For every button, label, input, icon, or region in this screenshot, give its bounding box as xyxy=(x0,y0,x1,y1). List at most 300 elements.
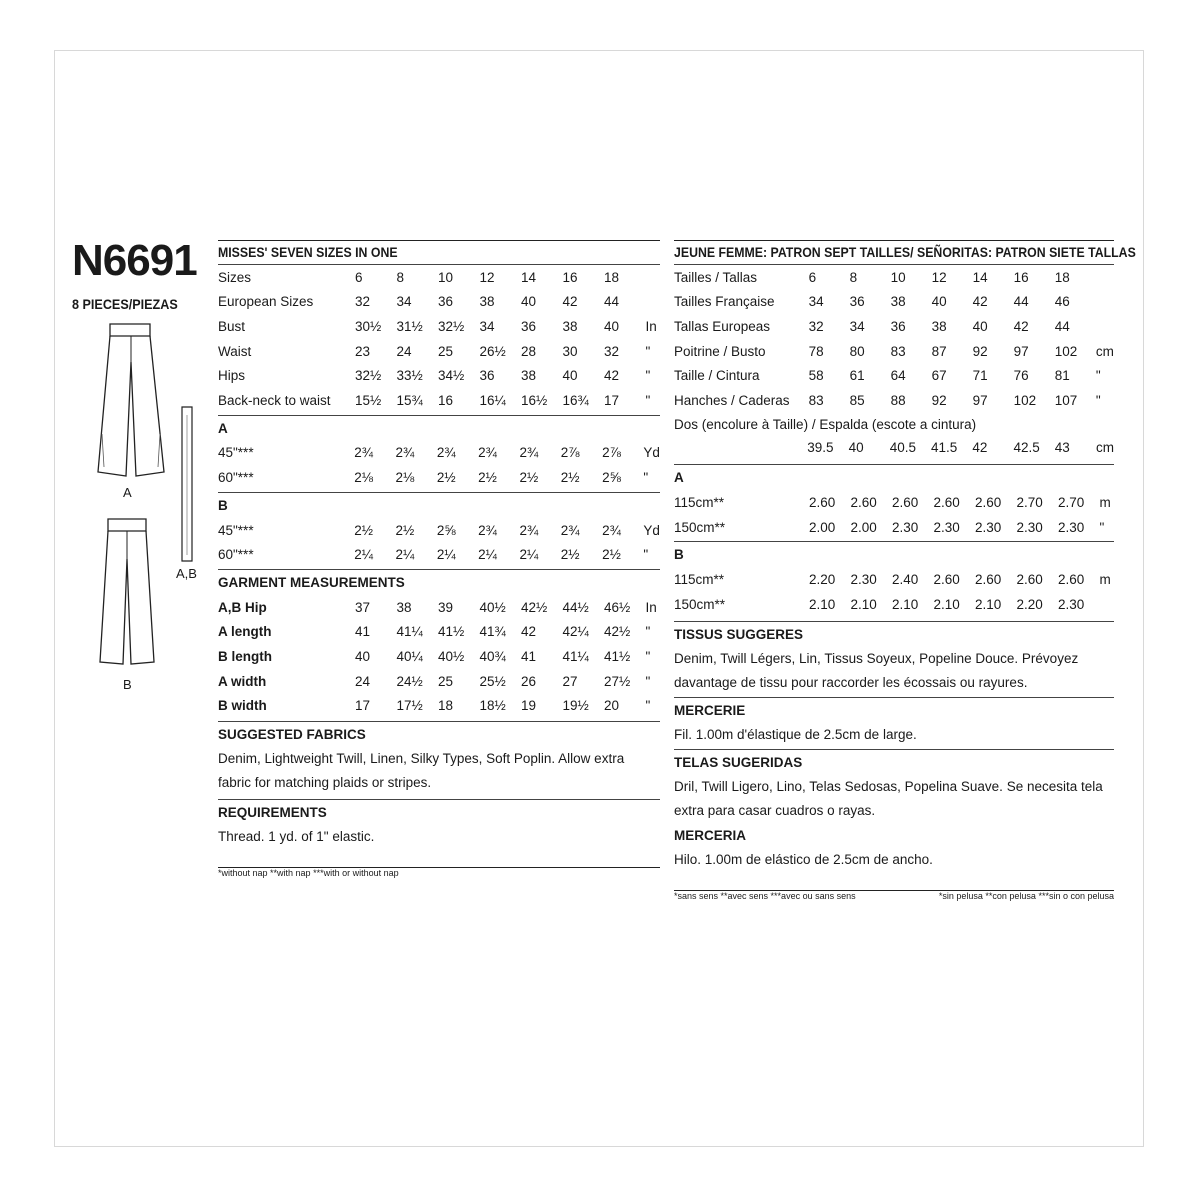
size-value: 42 xyxy=(1013,318,1029,334)
table-row xyxy=(674,314,1114,339)
size-value: 2.60 xyxy=(933,572,960,588)
size-value: 10 xyxy=(438,269,454,285)
size-value: 37 xyxy=(355,599,371,615)
size-value: 42 xyxy=(521,624,537,640)
size-value: 41¼ xyxy=(396,624,423,640)
size-value: 36 xyxy=(521,318,537,334)
size-value: 58 xyxy=(808,368,824,384)
dos-table xyxy=(674,436,1114,461)
unit: cm xyxy=(1095,440,1114,456)
size-value: 2.60 xyxy=(933,494,960,510)
size-value: 41¾ xyxy=(479,624,506,640)
size-value: 32 xyxy=(808,318,824,334)
telas-heading: TELAS SUGERIDAS xyxy=(674,754,803,770)
size-value: 42 xyxy=(972,294,988,310)
size-value: 44 xyxy=(1013,294,1029,310)
table-row xyxy=(218,314,660,339)
size-value: 17 xyxy=(604,392,620,408)
view-b-sketch xyxy=(96,517,158,667)
size-value: 40 xyxy=(972,318,988,334)
view-a-label: A xyxy=(123,485,132,500)
size-value: 2¾ xyxy=(602,522,621,538)
mercerie-heading: MERCERIE xyxy=(674,702,746,718)
size-value: 2.60 xyxy=(1058,572,1085,588)
view-a-heading: A xyxy=(218,420,228,436)
table-row xyxy=(674,339,1114,364)
body-measurements-table xyxy=(674,265,1114,413)
size-value: 42¼ xyxy=(562,624,589,640)
size-value: 2⅞ xyxy=(560,445,580,461)
size-value: 44½ xyxy=(562,599,589,615)
size-value: 40 xyxy=(931,294,947,310)
size-value: 34½ xyxy=(438,368,465,384)
size-value: 40 xyxy=(521,294,537,310)
table-row xyxy=(674,567,1114,592)
row-label: Poitrine / Busto xyxy=(674,343,766,359)
size-value: 42½ xyxy=(604,624,631,640)
size-value: 27 xyxy=(562,673,578,689)
size-value: 2¾ xyxy=(519,522,539,538)
size-value: 16 xyxy=(438,392,454,408)
size-value: 20 xyxy=(604,698,620,714)
row-label: Bust xyxy=(218,318,246,334)
row-label: 115cm** xyxy=(674,494,725,510)
size-value: 2.60 xyxy=(1016,572,1043,588)
unit: cm xyxy=(1095,343,1114,359)
size-value: 40 xyxy=(562,368,578,384)
unit: " xyxy=(1095,368,1101,384)
size-value: 2⅛ xyxy=(395,469,415,485)
pattern-number: N6691 xyxy=(72,236,197,285)
size-value: 2½ xyxy=(354,522,373,538)
row-label: B width xyxy=(218,698,267,714)
requirements-text: Thread. 1 yd. of 1" elastic. xyxy=(218,828,375,844)
unit xyxy=(1096,265,1114,290)
size-value: 16 xyxy=(562,269,578,285)
row-label: Tallas Europeas xyxy=(674,318,771,334)
size-value: 34 xyxy=(849,318,865,334)
size-value: 92 xyxy=(972,343,988,359)
unit: " xyxy=(645,698,651,714)
size-value: 2⅝ xyxy=(436,522,456,538)
row-label: A length xyxy=(218,624,272,640)
row-label: A,B Hip xyxy=(218,599,267,615)
size-value: 36 xyxy=(890,318,906,334)
size-value: 2⅞ xyxy=(602,445,621,461)
unit: m xyxy=(1099,494,1111,510)
size-value: 42 xyxy=(562,294,578,310)
table-row xyxy=(218,441,660,466)
size-value: 40 xyxy=(355,648,371,664)
size-value: 18 xyxy=(1054,269,1070,285)
size-value: 38 xyxy=(890,294,906,310)
garment-measurements-heading: GARMENT MEASUREMENTS xyxy=(218,574,405,590)
table-row xyxy=(218,669,660,694)
table-row xyxy=(218,542,660,567)
view-a-metrage-table xyxy=(674,490,1114,539)
unit xyxy=(646,290,660,315)
unit: " xyxy=(645,392,651,408)
table-row xyxy=(674,388,1114,413)
size-value: 32 xyxy=(604,343,620,359)
row-label: Tailles Française xyxy=(674,294,775,310)
row-label: B length xyxy=(218,648,272,664)
size-value: 8 xyxy=(396,269,405,285)
unit: " xyxy=(645,673,651,689)
unit: Yd xyxy=(643,522,660,538)
size-value: 107 xyxy=(1054,392,1078,408)
size-value: 2⅝ xyxy=(602,469,621,485)
size-value: 2¾ xyxy=(354,445,373,461)
suggested-fabrics-heading: SUGGESTED FABRICS xyxy=(218,726,366,742)
size-value: 80 xyxy=(849,343,865,359)
size-value: 2.30 xyxy=(1058,519,1085,535)
unit: " xyxy=(643,469,649,485)
row-label: Back-neck to waist xyxy=(218,392,331,408)
view-b-heading: B xyxy=(674,547,684,563)
size-value: 83 xyxy=(890,343,906,359)
view-b-metrage-table xyxy=(674,567,1114,616)
size-value: 2.30 xyxy=(850,572,877,588)
view-a-yardage-table xyxy=(218,441,660,490)
tissus-heading: TISSUS SUGGERES xyxy=(674,626,804,642)
size-value: 102 xyxy=(1054,343,1078,359)
size-value: 38 xyxy=(479,294,495,310)
table-row xyxy=(218,290,660,315)
size-value: 28 xyxy=(521,343,537,359)
table-row xyxy=(218,518,660,543)
english-title: MISSES' SEVEN SIZES IN ONE xyxy=(218,244,398,260)
size-value: 40½ xyxy=(479,599,506,615)
size-value: 26 xyxy=(521,673,537,689)
size-value: 2.60 xyxy=(809,494,836,510)
unit: Yd xyxy=(643,445,660,461)
size-value: 2.30 xyxy=(892,519,919,535)
size-value: 41¼ xyxy=(562,648,589,664)
size-value: 2.60 xyxy=(892,494,919,510)
size-value: 87 xyxy=(931,343,947,359)
size-value: 2.00 xyxy=(809,519,836,535)
row-label: Hips xyxy=(218,368,246,384)
size-value: 64 xyxy=(890,368,906,384)
size-value: 2½ xyxy=(602,547,621,563)
size-value: 81 xyxy=(1054,368,1070,384)
size-value: 34 xyxy=(808,294,824,310)
size-value: 23 xyxy=(355,343,371,359)
size-value: 2.20 xyxy=(1016,596,1043,612)
row-label: 115cm** xyxy=(674,572,725,588)
tie-belt-sketch xyxy=(179,405,195,563)
size-value: 71 xyxy=(972,368,988,384)
size-value: 2.10 xyxy=(933,596,960,612)
size-value: 17 xyxy=(355,698,371,714)
merceria-text: Hilo. 1.00m de elástico de 2.5cm de ancho. xyxy=(674,851,933,867)
row-label: 60"*** xyxy=(218,547,254,563)
size-value: 42 xyxy=(972,440,988,456)
requirements-heading: REQUIREMENTS xyxy=(218,804,327,820)
size-value: 30 xyxy=(562,343,578,359)
size-value: 12 xyxy=(931,269,947,285)
size-value: 83 xyxy=(808,392,824,408)
size-value: 40¼ xyxy=(396,648,423,664)
size-value: 32½ xyxy=(438,318,465,334)
table-row xyxy=(218,595,660,620)
row-label: A width xyxy=(218,673,267,689)
size-value: 36 xyxy=(849,294,865,310)
unit: m xyxy=(1099,572,1111,588)
size-value: 40 xyxy=(848,440,864,456)
table-row xyxy=(674,436,1114,461)
footnote-es: *sin pelusa **con pelusa ***sin o con pelusa xyxy=(938,890,1114,901)
view-b-heading: B xyxy=(218,497,228,513)
size-value: 33½ xyxy=(396,368,423,384)
row-label: 150cm** xyxy=(674,519,726,535)
body-measurements-table xyxy=(218,265,660,413)
size-value: 41 xyxy=(521,648,537,664)
row-label: Tailles / Tallas xyxy=(674,269,758,285)
size-value: 76 xyxy=(1013,368,1029,384)
size-value: 38 xyxy=(562,318,578,334)
size-value: 2.60 xyxy=(975,572,1002,588)
size-value: 42.5 xyxy=(1013,440,1040,456)
size-value: 2.30 xyxy=(1058,596,1085,612)
size-value: 2.30 xyxy=(975,519,1002,535)
size-value: 41 xyxy=(355,624,371,640)
size-value: 30½ xyxy=(355,318,382,334)
table-row xyxy=(674,363,1114,388)
size-value: 102 xyxy=(1013,392,1037,408)
size-value: 2.70 xyxy=(1058,494,1085,510)
row-label: 45"*** xyxy=(218,522,254,538)
size-value: 8 xyxy=(849,269,858,285)
unit: " xyxy=(645,624,651,640)
size-value: 2.60 xyxy=(975,494,1002,510)
table-row xyxy=(218,644,660,669)
size-value: 24½ xyxy=(396,673,423,689)
size-value: 19 xyxy=(521,698,537,714)
garment-measurements-table xyxy=(218,595,660,718)
pieces-count: 8 PIECES/PIEZAS xyxy=(72,296,178,312)
size-value: 17½ xyxy=(396,698,423,714)
french-spanish-title: JEUNE FEMME: PATRON SEPT TAILLES/ SEÑORITAS: PATRON SIETE TALLAS xyxy=(674,244,1136,260)
row-label: Waist xyxy=(218,343,252,359)
size-value: 18½ xyxy=(479,698,506,714)
size-value: 18 xyxy=(604,269,620,285)
size-value: 16¼ xyxy=(479,392,506,408)
view-a-heading: A xyxy=(674,470,684,486)
size-value: 2¾ xyxy=(436,445,456,461)
size-value: 2.00 xyxy=(850,519,877,535)
footnote: *without nap **with nap ***with or without nap xyxy=(218,867,399,878)
size-value: 32½ xyxy=(355,368,382,384)
size-value: 24 xyxy=(396,343,412,359)
size-value: 42½ xyxy=(521,599,548,615)
size-value: 2.10 xyxy=(975,596,1002,612)
view-b-label: B xyxy=(123,677,132,692)
size-value: 16¾ xyxy=(562,392,589,408)
size-value: 39.5 xyxy=(807,440,834,456)
table-row xyxy=(674,265,1114,290)
size-value: 2.60 xyxy=(850,494,877,510)
unit xyxy=(1096,314,1114,339)
row-label: 150cm** xyxy=(674,596,726,612)
size-value: 24 xyxy=(355,673,371,689)
size-value: 34 xyxy=(396,294,412,310)
table-row xyxy=(218,465,660,490)
table-row xyxy=(218,693,660,718)
size-value: 6 xyxy=(808,269,817,285)
table-row xyxy=(218,388,660,413)
size-value: 88 xyxy=(890,392,906,408)
size-value: 2¾ xyxy=(519,445,539,461)
size-value: 38 xyxy=(396,599,412,615)
french-spanish-chart xyxy=(674,240,1136,901)
size-value: 19½ xyxy=(562,698,589,714)
size-value: 25 xyxy=(438,673,454,689)
size-value: 2½ xyxy=(395,522,415,538)
size-value: 2.10 xyxy=(809,596,836,612)
unit xyxy=(1096,290,1114,315)
size-value: 46 xyxy=(1054,294,1070,310)
unit: " xyxy=(645,648,651,664)
size-value: 25½ xyxy=(479,673,506,689)
size-value: 43 xyxy=(1054,440,1070,456)
size-value: 2¼ xyxy=(436,547,456,563)
size-value: 2.30 xyxy=(1016,519,1043,535)
table-row xyxy=(674,290,1114,315)
english-chart xyxy=(218,240,660,878)
size-value: 2¼ xyxy=(478,547,497,563)
size-value: 16½ xyxy=(521,392,548,408)
view-a-sketch xyxy=(96,322,166,482)
size-value: 12 xyxy=(479,269,495,285)
size-value: 34 xyxy=(479,318,495,334)
unit: " xyxy=(645,368,651,384)
size-value: 2¼ xyxy=(354,547,373,563)
size-value: 41.5 xyxy=(931,440,958,456)
mercerie-text: Fil. 1.00m d'élastique de 2.5cm de large. xyxy=(674,726,917,742)
size-value: 97 xyxy=(1013,343,1029,359)
size-value: 39 xyxy=(438,599,454,615)
size-value: 2¾ xyxy=(395,445,415,461)
size-value: 44 xyxy=(604,294,620,310)
size-value: 40½ xyxy=(438,648,465,664)
size-value: 36 xyxy=(479,368,495,384)
table-row xyxy=(674,490,1114,515)
size-value: 2½ xyxy=(436,469,456,485)
unit: " xyxy=(645,343,651,359)
size-value: 2½ xyxy=(519,469,539,485)
table-row xyxy=(674,515,1114,540)
size-value: 26½ xyxy=(479,343,506,359)
size-value: 36 xyxy=(438,294,454,310)
footnote-fr: *sans sens **avec sens ***avec ou sans sens xyxy=(674,890,856,901)
size-value: 40 xyxy=(604,318,620,334)
size-value: 40.5 xyxy=(889,440,917,456)
size-value: 2¼ xyxy=(519,547,539,563)
size-value: 38 xyxy=(521,368,537,384)
size-value: 2¾ xyxy=(560,522,580,538)
size-value: 10 xyxy=(890,269,906,285)
size-value: 2.20 xyxy=(809,572,836,588)
size-value: 67 xyxy=(931,368,947,384)
size-value: 15½ xyxy=(355,392,382,408)
size-value: 61 xyxy=(849,368,865,384)
size-value: 2¾ xyxy=(478,445,497,461)
table-row xyxy=(218,620,660,645)
size-value: 40¾ xyxy=(479,648,506,664)
size-value: 38 xyxy=(931,318,947,334)
unit: " xyxy=(1099,519,1105,535)
size-value: 2½ xyxy=(560,547,580,563)
size-value: 92 xyxy=(931,392,947,408)
size-value: 44 xyxy=(1054,318,1070,334)
view-ab-label: A,B xyxy=(176,566,197,581)
size-value: 27½ xyxy=(604,673,631,689)
size-value: 25 xyxy=(438,343,454,359)
table-row xyxy=(218,265,660,290)
size-value: 2¾ xyxy=(478,522,497,538)
row-label: Sizes xyxy=(218,269,252,285)
row-label: Taille / Cintura xyxy=(674,368,760,384)
size-value: 32 xyxy=(355,294,371,310)
row-label xyxy=(674,436,807,461)
size-value: 2½ xyxy=(560,469,580,485)
size-value: 2.30 xyxy=(933,519,960,535)
unit: In xyxy=(645,599,657,615)
size-value: 2.70 xyxy=(1016,494,1043,510)
size-value: 85 xyxy=(849,392,865,408)
tissus-text: Denim, Twill Légers, Lin, Tissus Soyeux, Popeline Douce. Prévoyez davantage de tissu pour raccorder les écossais ou rayures. xyxy=(674,650,1079,690)
size-value: 15¾ xyxy=(396,392,423,408)
size-value: 2.10 xyxy=(892,596,919,612)
row-label: 45"*** xyxy=(218,445,254,461)
size-value: 6 xyxy=(355,269,363,285)
size-value: 14 xyxy=(521,269,537,285)
table-row xyxy=(218,339,660,364)
row-label: 60"*** xyxy=(218,469,254,485)
size-value: 2.10 xyxy=(850,596,877,612)
size-value: 2⅛ xyxy=(354,469,373,485)
row-label: Hanches / Caderas xyxy=(674,392,790,408)
view-b-yardage-table xyxy=(218,518,660,567)
size-value: 78 xyxy=(808,343,824,359)
unit: " xyxy=(643,547,649,563)
size-value: 46½ xyxy=(604,599,631,615)
size-value: 18 xyxy=(438,698,454,714)
size-value: 2.40 xyxy=(892,572,919,588)
size-value: 41½ xyxy=(604,648,631,664)
size-value: 31½ xyxy=(396,318,423,334)
merceria-heading: MERCERIA xyxy=(674,827,747,843)
size-value: 2¼ xyxy=(395,547,415,563)
row-label: European Sizes xyxy=(218,294,314,310)
unit: " xyxy=(1095,392,1101,408)
size-value: 14 xyxy=(972,269,988,285)
size-value: 97 xyxy=(972,392,988,408)
size-value: 2½ xyxy=(478,469,497,485)
table-row xyxy=(674,592,1114,617)
size-value: 41½ xyxy=(438,624,465,640)
unit xyxy=(646,265,660,290)
size-value: 16 xyxy=(1013,269,1029,285)
unit xyxy=(1100,592,1114,617)
telas-text: Dril, Twill Ligero, Lino, Telas Sedosas, Popelina Suave. Se necesita tela extra para casar cuadros o rayas. xyxy=(674,778,1103,818)
size-value: 42 xyxy=(604,368,620,384)
suggested-fabrics-text: Denim, Lightweight Twill, Linen, Silky Types, Soft Poplin. Allow extra fabric for matching plaids or stripes. xyxy=(218,750,625,790)
table-row xyxy=(218,363,660,388)
dos-label: Dos (encolure à Taille) / Espalda (escote a cintura) xyxy=(674,416,977,432)
